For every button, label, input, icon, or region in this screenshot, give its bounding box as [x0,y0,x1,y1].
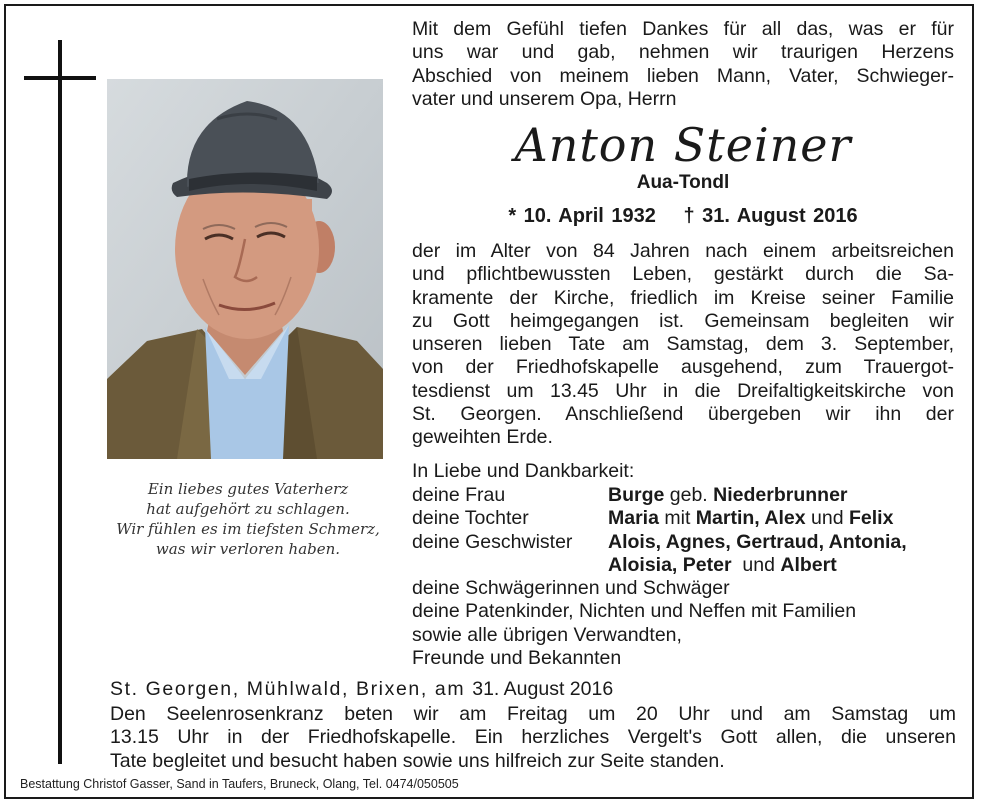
body-line: tesdienst um 13.45 Uhr in die Dreifaltigkeitskirche von [412,379,954,402]
body-line: geweihten Erde. [412,426,553,449]
rosary-line: Den Seelenrosenkranz beten wir am Freitag um 20 Uhr und am Samstag um [110,703,956,725]
intro-line: Mit dem Gefühl tiefen Dankes für all das, was er für [412,18,954,40]
cross-icon-bar [24,76,96,80]
relation-label: deine Frau [412,484,506,506]
place-date-line [110,678,613,701]
mourner-names: Aloisia, Peter und Albert [608,553,837,576]
verse-line: Wir fühlen es im tiefsten Schmerz, [116,520,380,538]
body-line: unseren lieben Tate am Samstag, dem 3. September, [412,333,954,356]
relation-label: deine Tochter [412,507,529,530]
thanks-heading: In Liebe und Dankbarkeit: [412,460,635,482]
intro-line: uns war und gab, nehmen wir traurigen Herzens [412,41,954,64]
intro-line: Abschied von meinem lieben Mann, Vater, Schwieger- [412,64,954,87]
cross-icon [58,40,62,764]
place-names: St. Georgen, Mühlwald, Brixen, am [110,678,466,700]
intro-line: vater und unserem Opa, Herrn [412,87,677,110]
life-dates [412,205,954,228]
mourner-names: Alois, Agnes, Gertraud, Antonia, [608,530,907,553]
mourner-row-siblings-cont [412,554,856,577]
verse-line: Ein liebes gutes Vaterherz [147,480,349,498]
body-line: zu Gott heimgegangen ist. Gemeinsam begleiten wir [412,309,954,332]
body-line: von der Friedhofskapelle ausgehend, zum Trauergot- [412,356,954,379]
funeral-home-footer: Bestattung Christof Gasser, Sand in Taufers, Bruneck, Olang, Tel. 0474/050505 [20,777,459,791]
mourner-names: Burge geb. Niederbrunner [608,484,848,506]
body-line: und pflichtbewussten Leben, gestärkt durch die Sa- [412,263,954,286]
mourner-line: deine Schwägerinnen und Schwäger [412,577,730,600]
intro-paragraph [412,18,954,111]
place-date: 31. August 2016 [472,678,614,700]
mourner-line: sowie alle übrigen Verwandten, [412,623,682,646]
mourner-row-siblings [412,530,907,554]
relation-label: deine Geschwister [412,530,573,553]
birth-date: * 10. April 1932 [508,205,656,227]
mourner-line: Freunde und Bekannten [412,647,622,670]
body-line: der im Alter von 84 Jahren nach einem arbeitsreichen [412,240,954,262]
deceased-nickname: Aua-Tondl [636,172,730,193]
portrait-photo [107,79,383,459]
memorial-verse [110,479,386,559]
mourner-row-wife [412,484,856,507]
rosary-line: 13.15 Uhr in der Friedhofskapelle. Ein herzliches Vergelt's Gott allen, die unseren [110,726,956,749]
verse-line: hat aufgehört zu schlagen. [146,500,350,518]
mourners-list [412,484,907,670]
rosary-paragraph [110,703,956,773]
verse-line: was wir verloren haben. [155,540,341,558]
death-date: † 31. August 2016 [683,205,858,227]
deceased-name: Anton Steiner [514,118,852,172]
body-line: kramente der Kirche, friedlich im Kreise seiner Familie [412,286,954,309]
body-line: St. Georgen. Anschließend übergeben wir ihn der [412,403,954,426]
mourner-line: deine Patenkinder, Nichten und Neffen mit Familien [412,600,857,623]
body-paragraph [412,240,954,450]
rosary-line: Tate begleitet und besucht haben sowie uns hilfreich zur Seite standen. [110,749,725,772]
mourner-row-daughter [412,507,894,530]
mourner-names: Maria mit Martin, Alex und Felix [608,507,894,530]
